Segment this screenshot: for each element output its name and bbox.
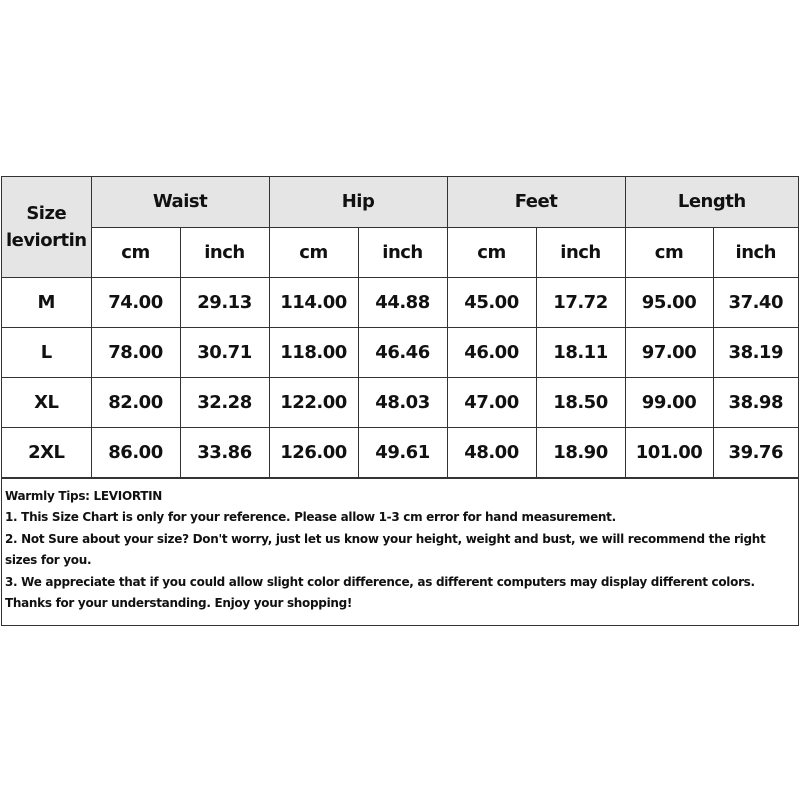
- tips-heading: Warmly Tips: LEVIORTIN: [5, 488, 163, 503]
- size-label: 2XL: [2, 427, 91, 477]
- table-cell: 38.19: [713, 327, 798, 377]
- header-row-groups: [2, 177, 798, 227]
- unit-header: inch: [358, 227, 447, 277]
- table-cell: 74.00: [91, 277, 180, 327]
- table-cell: 48.03: [358, 377, 447, 427]
- table-cell: 30.71: [180, 327, 269, 377]
- table-cell: 126.00: [269, 427, 358, 477]
- table-cell: 18.90: [536, 427, 625, 477]
- table-row: [2, 427, 798, 477]
- table-cell: 18.50: [536, 377, 625, 427]
- table-cell: 38.98: [713, 377, 798, 427]
- table-cell: 101.00: [625, 427, 713, 477]
- unit-header: inch: [180, 227, 269, 277]
- size-label: M: [2, 277, 91, 327]
- table-cell: 29.13: [180, 277, 269, 327]
- tips-closing: Thanks for your understanding. Enjoy your shopping!: [5, 596, 353, 610]
- unit-header: cm: [269, 227, 358, 277]
- table-cell: 39.76: [713, 427, 798, 477]
- table-cell: 37.40: [713, 277, 798, 327]
- group-header-length: Length: [625, 177, 798, 227]
- size-chart: [1, 176, 799, 626]
- header-row-units: [2, 227, 798, 277]
- size-header-cell: [2, 177, 91, 277]
- table-cell: 99.00: [625, 377, 713, 427]
- table-cell: 86.00: [91, 427, 180, 477]
- tips-line: 2. Not Sure about your size? Don't worry, just let us know your height, weight and bust, we will recommend the right sizes for you.: [5, 531, 766, 567]
- table-cell: 49.61: [358, 427, 447, 477]
- table-cell: 118.00: [269, 327, 358, 377]
- size-label: L: [2, 327, 91, 377]
- tips-line: 3. We appreciate that if you could allow slight color difference, as different computers may display different colors.: [5, 574, 755, 589]
- table-cell: 46.46: [358, 327, 447, 377]
- table-cell: 122.00: [269, 377, 358, 427]
- unit-header: cm: [625, 227, 713, 277]
- table-cell: 97.00: [625, 327, 713, 377]
- size-table: [2, 177, 798, 478]
- group-header-waist: Waist: [91, 177, 269, 227]
- group-header-hip: Hip: [269, 177, 447, 227]
- unit-header: inch: [536, 227, 625, 277]
- table-cell: 33.86: [180, 427, 269, 477]
- table-cell: 95.00: [625, 277, 713, 327]
- table-cell: 114.00: [269, 277, 358, 327]
- table-row: [2, 327, 798, 377]
- table-cell: 44.88: [358, 277, 447, 327]
- table-cell: 82.00: [91, 377, 180, 427]
- unit-header: inch: [713, 227, 798, 277]
- unit-header: cm: [447, 227, 536, 277]
- table-cell: 47.00: [447, 377, 536, 427]
- table-cell: 18.11: [536, 327, 625, 377]
- table-cell: 17.72: [536, 277, 625, 327]
- group-header-feet: Feet: [447, 177, 625, 227]
- table-cell: 48.00: [447, 427, 536, 477]
- table-cell: 78.00: [91, 327, 180, 377]
- table-row: [2, 377, 798, 427]
- table-row: [2, 277, 798, 327]
- table-cell: 45.00: [447, 277, 536, 327]
- size-label: XL: [2, 377, 91, 427]
- unit-header: cm: [91, 227, 180, 277]
- table-cell: 46.00: [447, 327, 536, 377]
- table-cell: 32.28: [180, 377, 269, 427]
- size-header-brand: leviortin: [5, 229, 87, 251]
- tips-section: [2, 478, 798, 625]
- size-header-label: Size: [26, 202, 67, 224]
- tips-line: 1. This Size Chart is only for your reference. Please allow 1-3 cm error for hand measurement.: [5, 510, 616, 524]
